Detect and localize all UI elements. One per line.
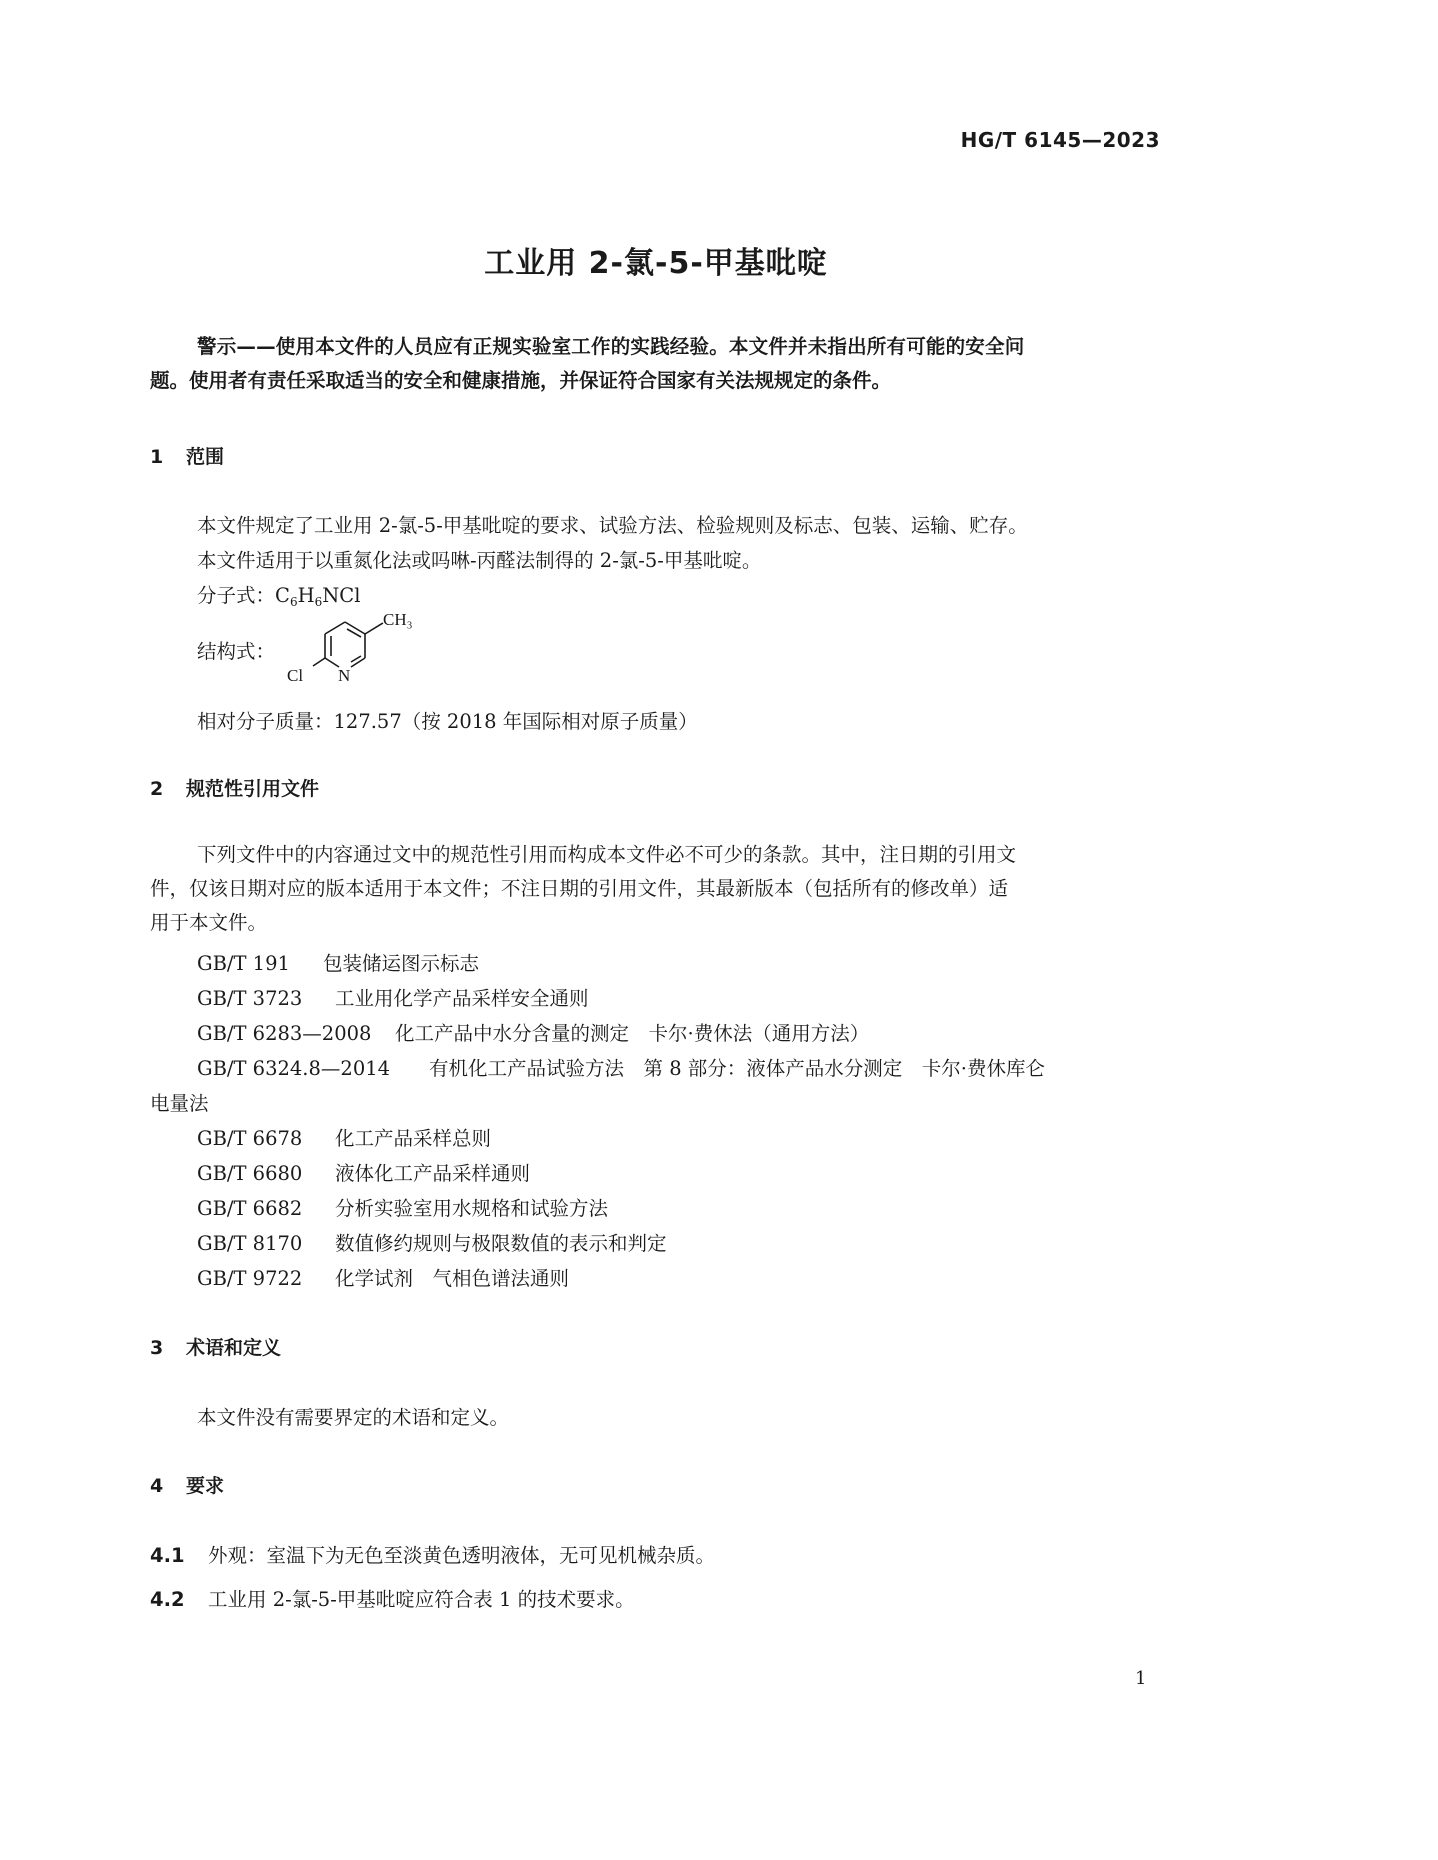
reference-item: GB/T 6283—2008 化工产品中水分含量的测定 卡尔·费休法（通用方法） (197, 1022, 870, 1045)
document-title: 工业用 2-氯-5-甲基吡啶 (484, 246, 828, 281)
section-number: 1 (150, 446, 164, 468)
pyridine-structure-diagram (285, 608, 455, 688)
clause-4-2 (150, 1584, 635, 1612)
structure-label: 结构式： (197, 640, 276, 663)
section-title: 术语和定义 (186, 1337, 282, 1359)
section-heading-requirements (150, 1471, 224, 1498)
clause-text: 外观：室温下为无色至淡黄色透明液体，无可见机械杂质。 (208, 1544, 716, 1567)
structural-formula (197, 608, 457, 688)
clause-text: 工业用 2-氯-5-甲基吡啶应符合表 1 的技术要求。 (208, 1588, 635, 1611)
reference-item: GB/T 8170 数值修约规则与极限数值的表示和判定 (197, 1232, 667, 1255)
clause-number: 4.2 (150, 1588, 185, 1611)
reference-item: GB/T 9722 化学试剂 气相色谱法通则 (197, 1267, 570, 1290)
section-title: 范围 (186, 446, 225, 468)
scope-paragraph-2: 本文件适用于以重氮化法或吗啉-丙醛法制得的 2-氯-5-甲基吡啶。 (197, 549, 762, 572)
section-number: 2 (150, 778, 164, 800)
section-heading-terms (150, 1333, 281, 1360)
reference-item: GB/T 191 包装储运图示标志 (197, 952, 480, 975)
section-heading-normative-references (150, 774, 319, 801)
reference-item: GB/T 6678 化工产品采样总则 (197, 1127, 492, 1150)
warning-line-1: 警示——使用本文件的人员应有正规实验室工作的实践经验。本文件并未指出所有可能的安全问 (197, 335, 1025, 358)
section-number: 4 (150, 1475, 164, 1497)
page-number: 1 (1135, 1668, 1147, 1689)
nitrogen-atom-label: N (338, 666, 351, 685)
section-heading-scope (150, 442, 224, 469)
reference-item: GB/T 6324.8—2014 有机化工产品试验方法 第 8 部分：液体产品水分测定 卡尔·费休库仑 (197, 1057, 1046, 1080)
warning-line-2: 题。使用者有责任采取适当的安全和健康措施，并保证符合国家有关法规规定的条件。 (150, 369, 892, 392)
reference-item-continuation: 电量法 (150, 1092, 209, 1115)
molecular-mass: 相对分子质量：127.57（按 2018 年国际相对原子质量） (197, 710, 698, 733)
scope-paragraph-1: 本文件规定了工业用 2-氯-5-甲基吡啶的要求、试验方法、检验规则及标志、包装、运输、贮存。 (197, 514, 1028, 537)
clause-number: 4.1 (150, 1544, 185, 1567)
references-intro: 下列文件中的内容通过文中的规范性引用而构成本文件必不可少的条款。其中，注日期的引用文 件，仅该日期对应的版本适用于本文件；不注日期的引用文件，其最新版本（包括所有的修改单）适 用于本文件。 (150, 843, 1017, 934)
reference-item: GB/T 6682 分析实验室用水规格和试验方法 (197, 1197, 609, 1220)
terms-paragraph: 本文件没有需要界定的术语和定义。 (197, 1406, 510, 1429)
section-number: 3 (150, 1337, 164, 1359)
molecular-formula: 分子式：$C_6H_6NCl$ (197, 584, 361, 609)
chlorine-atom-label: Cl (287, 666, 304, 685)
clause-4-1 (150, 1540, 715, 1568)
standard-code: HG/T 6145—2023 (960, 128, 1160, 152)
methyl-group-label: CH₃ (383, 610, 413, 629)
warning-notice (150, 330, 1160, 398)
section-title: 规范性引用文件 (186, 778, 320, 800)
reference-item: GB/T 6680 液体化工产品采样通则 (197, 1162, 531, 1185)
reference-item: GB/T 3723 工业用化学产品采样安全通则 (197, 987, 589, 1010)
section-title: 要求 (186, 1475, 225, 1497)
formula-label: 分子式： (197, 584, 276, 607)
